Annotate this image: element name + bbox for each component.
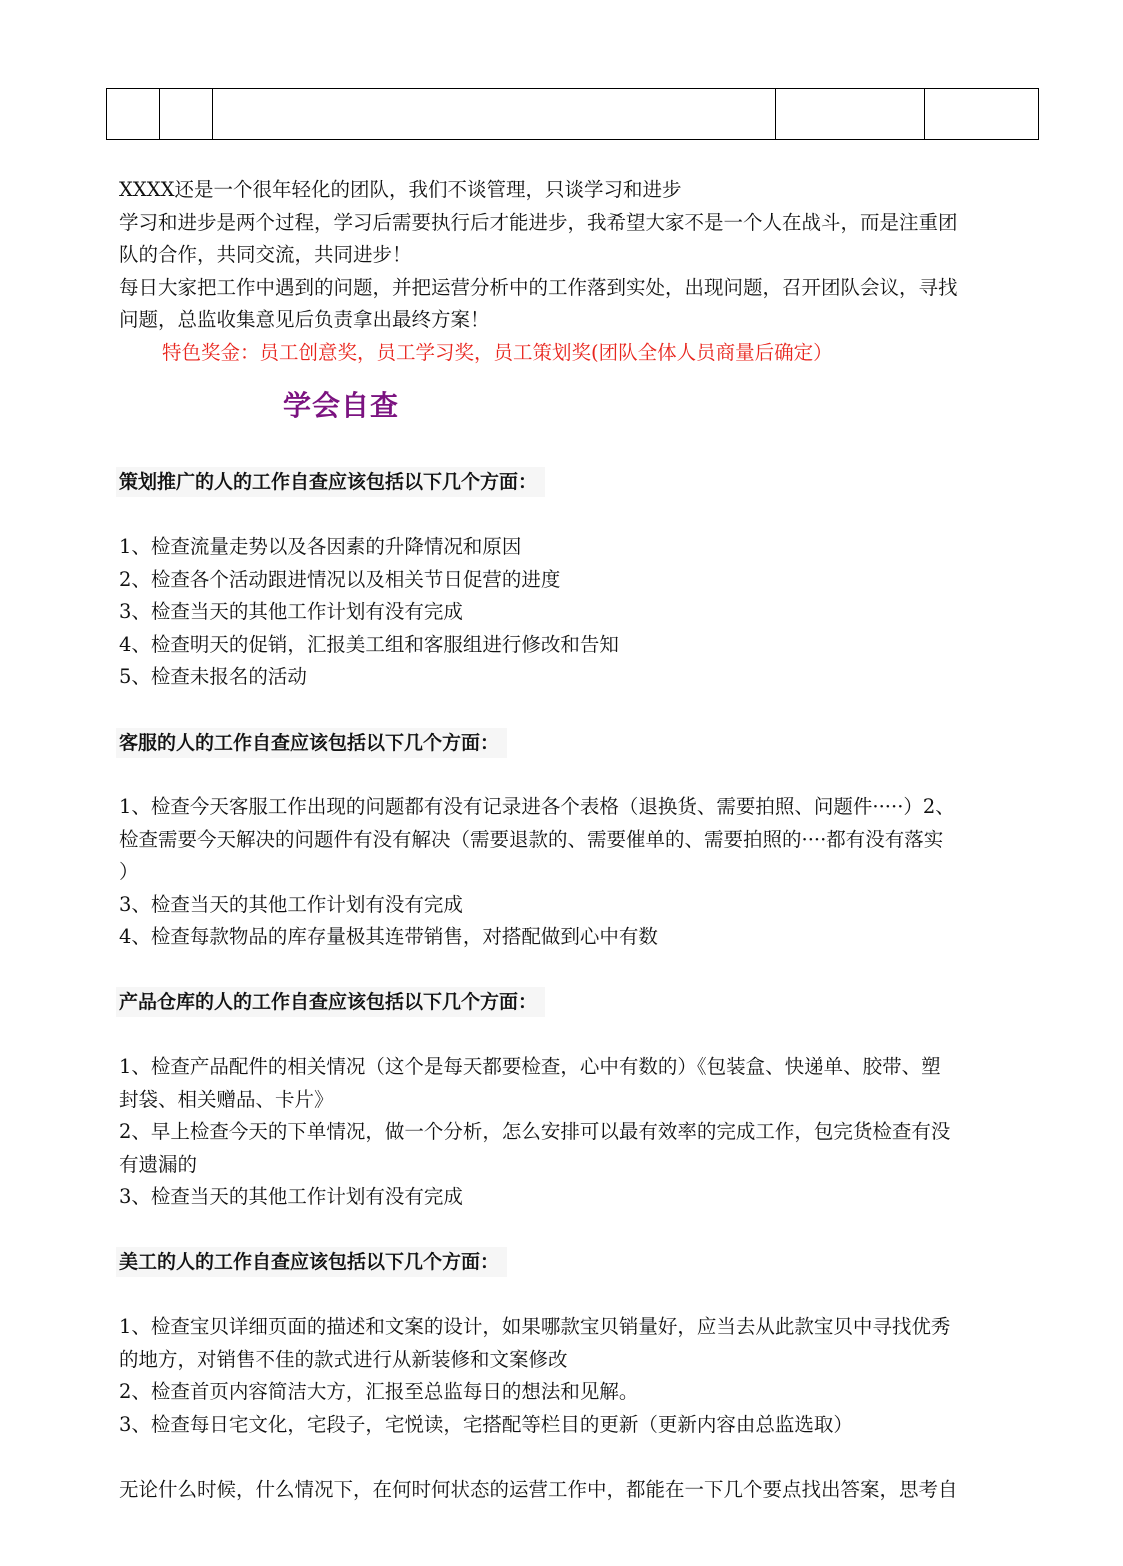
list-item: 4、检查明天的促销，汇报美工组和客服组进行修改和告知: [119, 632, 619, 656]
list-item: 5、检查未报名的活动: [119, 665, 307, 688]
list-item: 2、检查首页内容简洁大方，汇报至总监每日的想法和见解。: [119, 1380, 639, 1403]
design-heading: 美工的人的工作自查应该包括以下几个方面：: [116, 1247, 507, 1277]
intro-line: 问题，总监收集意见后负责拿出最终方案！: [119, 308, 490, 331]
list-item: 1、检查流量走势以及各因素的升降情况和原因: [119, 535, 522, 558]
service-heading: 客服的人的工作自查应该包括以下几个方面：: [116, 728, 507, 758]
table-cell: [107, 89, 160, 140]
list-item: 的地方，对销售不佳的款式进行从新装修和文案修改: [119, 1347, 568, 1371]
table-cell: [776, 89, 925, 140]
table-row: [107, 89, 1039, 140]
list-item: 4、检查每款物品的库存量极其连带销售，对搭配做到心中有数: [119, 925, 658, 948]
table-cell: [925, 89, 1039, 140]
intro-paragraph: [119, 174, 1064, 369]
list-item: 1、检查宝贝详细页面的描述和文案的设计，如果哪款宝贝销量好，应当去从此款宝贝中寻找优秀: [119, 1315, 951, 1338]
list-item: 1、检查产品配件的相关情况（这个是每天都要检查，心中有数的）《包装盒、快递单、胶带、塑: [119, 1055, 941, 1078]
list-item: 3、检查当天的其他工作计划有没有完成: [119, 600, 463, 623]
intro-line: 学习和进步是两个过程，学习后需要执行后才能进步，我希望大家不是一个人在战斗，而是注重团: [119, 210, 958, 234]
empty-table: [106, 88, 1039, 140]
planning-list: [119, 531, 619, 694]
intro-line: XXXX还是一个很年轻化的团队，我们不谈管理，只谈学习和进步: [119, 178, 682, 201]
list-item: 有遗漏的: [119, 1152, 198, 1176]
bonus-line: 特色奖金：员工创意奖，员工学习奖，员工策划奖(团队全体人员商量后确定）: [162, 340, 833, 364]
warehouse-list: [119, 1051, 950, 1214]
closing-line: 无论什么时候，什么情况下，在何时何状态的运营工作中，都能在一下几个要点找出答案，思考自: [119, 1478, 958, 1501]
table-cell: [213, 89, 776, 140]
list-item: 2、检查各个活动跟进情况以及相关节日促营的进度: [119, 567, 561, 591]
list-item: 2、早上检查今天的下单情况，做一个分析，怎么安排可以最有效率的完成工作，包完货检查有没: [119, 1120, 951, 1143]
planning-heading: 策划推广的人的工作自查应该包括以下几个方面：: [116, 467, 545, 497]
list-item: 3、检查当天的其他工作计划有没有完成: [119, 892, 463, 916]
list-item: 检查需要今天解决的问题件有没有解决（需要退款的、需要催单的、需要拍照的····都有没有落实: [119, 827, 944, 851]
list-item: 3、检查每日宅文化，宅段子，宅悦读，宅搭配等栏目的更新（更新内容由总监选取）: [119, 1412, 853, 1436]
list-item: 封袋、相关赠品、卡片》: [119, 1087, 334, 1111]
section-title: 学会自查: [283, 389, 400, 422]
intro-line: 每日大家把工作中遇到的问题，并把运营分析中的工作落到实处，出现问题，召开团队会议，寻找: [119, 275, 958, 299]
design-list: [119, 1311, 950, 1441]
list-item: 3、检查当天的其他工作计划有没有完成: [119, 1185, 463, 1208]
list-item: 1、检查今天客服工作出现的问题都有没有记录进各个表格（退换货、需要拍照、问题件·····）2、: [119, 795, 955, 818]
list-item: ）: [119, 860, 139, 883]
service-list: [119, 791, 955, 954]
table-cell: [160, 89, 213, 140]
closing-paragraph: [119, 1474, 958, 1507]
warehouse-heading: 产品仓库的人的工作自查应该包括以下几个方面：: [116, 987, 545, 1017]
intro-line: 队的合作，共同交流，共同进步！: [119, 243, 412, 266]
